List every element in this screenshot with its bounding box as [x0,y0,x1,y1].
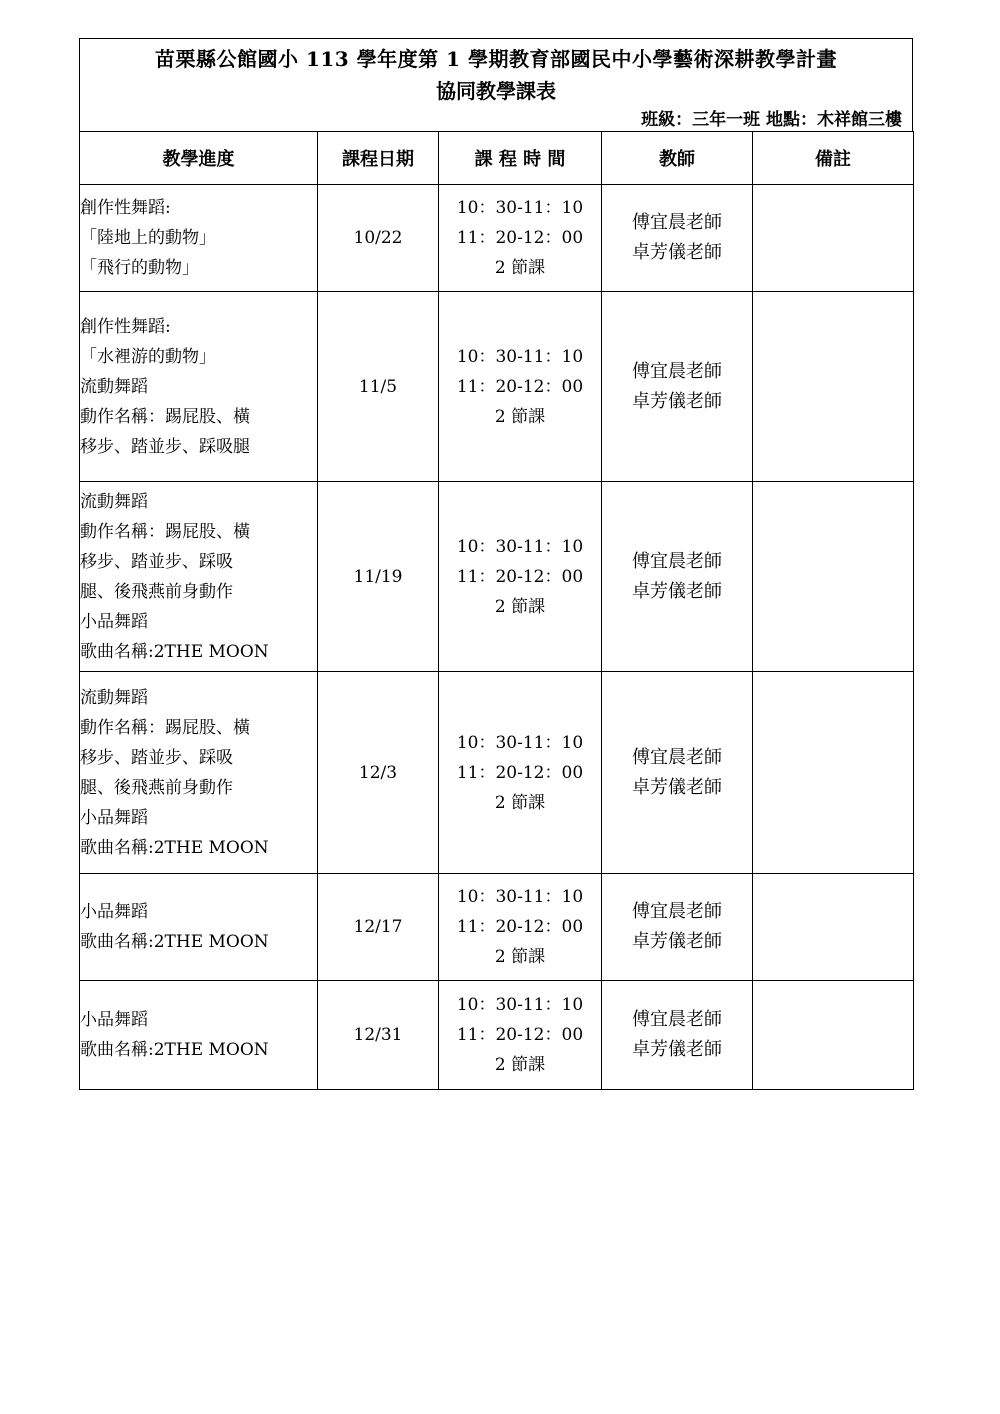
note-cell [753,874,914,981]
progress-line: 創作性舞蹈: [80,198,171,218]
teacher-cell [602,672,753,874]
time-line: 11：20-12：00 [456,566,584,587]
progress-cell [80,672,318,874]
progress-line: 腿、後飛燕前身動作 [80,777,233,798]
time-cell [439,981,602,1090]
date-cell: 12/3 [318,672,439,874]
document-subtitle: 協同教學課表 [436,79,556,103]
time-line: 2 節課 [494,596,546,617]
teacher-cell [602,874,753,981]
teacher-name: 卓芳儀老師 [632,242,722,263]
time-line: 2 節課 [494,947,546,967]
table-row [80,185,914,292]
progress-cell [80,185,318,292]
document-title: 苗栗縣公館國小 113 學年度第 1 學期教育部國民中小學藝術深耕教學計畫 [154,47,837,71]
teacher-name: 卓芳儀老師 [632,931,722,952]
time-cell [439,482,602,672]
progress-line: 「陸地上的動物」 [80,228,216,248]
table-row [80,292,914,482]
progress-cell [80,981,318,1090]
teacher-name: 傅宜晨老師 [632,212,722,233]
teacher-name: 卓芳儀老師 [632,1039,722,1060]
teacher-name: 卓芳儀老師 [632,390,722,412]
time-line: 2 節課 [494,792,546,813]
date-cell: 11/19 [318,482,439,672]
note-cell [753,292,914,482]
note-cell [753,185,914,292]
date-cell: 10/22 [318,185,439,292]
teacher-name: 傅宜晨老師 [632,360,722,382]
teacher-cell [602,292,753,482]
teacher-cell [602,981,753,1090]
progress-line: 歌曲名稱:2THE MOON [80,641,269,662]
progress-line: 歌曲名稱:2THE MOON [80,837,269,858]
progress-line: 小品舞蹈 [80,611,148,632]
progress-line: 流動舞蹈 [80,687,148,708]
schedule-sheet [79,38,913,1090]
progress-cell [80,874,318,981]
time-line: 2 節課 [494,1055,546,1075]
column-header-note: 備註 [753,132,914,185]
teacher-name: 卓芳儀老師 [632,580,722,602]
teacher-name: 傅宜晨老師 [632,1009,722,1030]
progress-line: 小品舞蹈 [80,1010,148,1030]
time-line: 11：20-12：00 [456,917,584,937]
table-body [80,185,914,1090]
progress-line: 移步、踏並步、踩吸 [80,551,233,572]
time-line: 10：30-11：10 [456,887,584,907]
teacher-cell [602,482,753,672]
time-line: 11：20-12：00 [456,762,584,783]
teacher-name: 傅宜晨老師 [632,901,722,922]
progress-line: 移步、踏並步、踩吸 [80,747,233,768]
date-cell: 12/31 [318,981,439,1090]
date-cell: 12/17 [318,874,439,981]
column-header-progress: 教學進度 [80,132,318,185]
progress-line: 流動舞蹈 [80,491,148,512]
time-cell [439,874,602,981]
time-cell [439,185,602,292]
progress-cell [80,482,318,672]
table-row [80,874,914,981]
schedule-table [79,131,914,1090]
progress-line: 動作名稱：踢屁股、橫 [80,717,250,738]
table-row [80,672,914,874]
time-line: 10：30-11：10 [456,346,584,367]
note-cell [753,981,914,1090]
time-cell [439,292,602,482]
progress-line: 「水裡游的動物」 [80,346,216,367]
teacher-name: 卓芳儀老師 [632,776,722,798]
progress-line: 動作名稱：踢屁股、橫 [80,521,250,542]
table-header-row [80,132,914,185]
progress-line: 「飛行的動物」 [80,258,199,278]
note-cell [753,482,914,672]
note-cell [753,672,914,874]
time-line: 10：30-11：10 [456,198,584,218]
progress-line: 流動舞蹈 [80,376,148,397]
column-header-time: 課 程 時 間 [439,132,602,185]
progress-line: 歌曲名稱:2THE MOON [80,1040,269,1060]
progress-cell [80,292,318,482]
time-line: 11：20-12：00 [456,228,584,248]
time-line: 10：30-11：10 [456,732,584,753]
column-header-date: 課程日期 [318,132,439,185]
progress-line: 移步、踏並步、踩吸腿 [80,436,250,457]
header-box [79,38,913,131]
time-line: 2 節課 [494,258,546,278]
date-cell: 11/5 [318,292,439,482]
class-location-info: 班級：三年一班 地點：木祥館三樓 [641,110,902,130]
table-row [80,482,914,672]
progress-line: 小品舞蹈 [80,902,148,922]
progress-line: 創作性舞蹈: [80,316,171,337]
teacher-name: 傅宜晨老師 [632,550,722,572]
progress-line: 腿、後飛燕前身動作 [80,581,233,602]
time-line: 2 節課 [494,406,546,427]
teacher-cell [602,185,753,292]
progress-line: 動作名稱：踢屁股、橫 [80,406,250,427]
time-line: 10：30-11：10 [456,536,584,557]
time-cell [439,672,602,874]
column-header-teacher: 教師 [602,132,753,185]
progress-line: 小品舞蹈 [80,807,148,828]
time-line: 11：20-12：00 [456,1025,584,1045]
time-line: 10：30-11：10 [456,995,584,1015]
table-row [80,981,914,1090]
progress-line: 歌曲名稱:2THE MOON [80,932,269,952]
teacher-name: 傅宜晨老師 [632,746,722,768]
time-line: 11：20-12：00 [456,376,584,397]
